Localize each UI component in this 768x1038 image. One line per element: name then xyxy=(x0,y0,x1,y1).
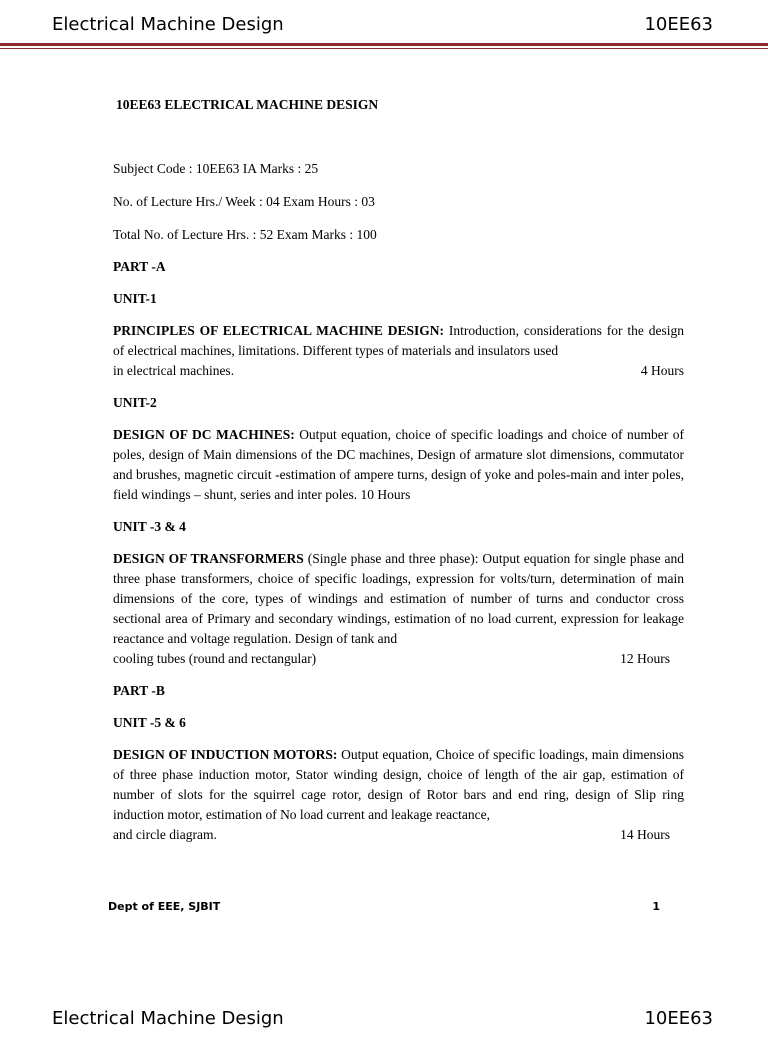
footer-page-number: 1 xyxy=(652,900,660,913)
unit-3-4-hours: 12 Hours xyxy=(620,651,670,666)
unit-3-4-body: (Single phase and three phase): Output equation for single phase and three phase transformers, choice of specific loadings, expression for volts/turn, determination of main dimensions of the core, types of windings and estimation of number of turns and conductor cross sectional area of Primary and secondary windings, estimation of no load current, expression for leakage reactance and voltage regulation. Design of tank and xyxy=(113,551,684,646)
unit-2-lead: DESIGN OF DC MACHINES: xyxy=(113,427,295,442)
next-header-code: 10EE63 xyxy=(644,1008,713,1029)
header-rule-thin xyxy=(0,48,768,49)
next-header-title: Electrical Machine Design xyxy=(52,1008,284,1029)
header-title: Electrical Machine Design xyxy=(52,14,284,35)
unit-1-heading: UNIT-1 xyxy=(113,291,157,306)
unit-5-6-body: Output equation, Choice of specific loadings, main dimensions of three phase induction motor, Stator winding design, choice of length of the air gap, estimation of number of slots for the squirrel cage rotor, design of Rotor bars and end ring, design of Slip ring induction motor, estimation of No load current and leakage reactance, xyxy=(113,747,684,822)
unit-5-6-hours: 14 Hours xyxy=(620,827,670,842)
unit-3-4-paragraph xyxy=(113,549,684,669)
total-hours-line: Total No. of Lecture Hrs. : 52 Exam Marks : 100 xyxy=(113,227,377,242)
unit-5-6-last-line xyxy=(113,825,684,845)
part-b-heading: PART -B xyxy=(113,683,165,698)
unit-5-6-heading: UNIT -5 & 6 xyxy=(113,715,186,730)
running-header xyxy=(0,0,768,50)
unit-1-last-line xyxy=(113,361,684,381)
unit-2-paragraph xyxy=(113,425,684,505)
unit-2-heading: UNIT-2 xyxy=(113,395,157,410)
unit-3-4-lead: DESIGN OF TRANSFORMERS xyxy=(113,551,304,566)
unit-1-paragraph xyxy=(113,321,684,381)
unit-1-lead: PRINCIPLES OF ELECTRICAL MACHINE DESIGN: xyxy=(113,323,445,338)
unit-5-6-lead: DESIGN OF INDUCTION MOTORS: xyxy=(113,747,338,762)
lecture-hours-line: No. of Lecture Hrs./ Week : 04 Exam Hours : 03 xyxy=(113,194,375,209)
page-content xyxy=(113,95,684,845)
unit-2-body: Output equation, choice of specific loadings and choice of number of poles, design of Main dimensions of the DC machines, Design of armature slot dimensions, commutator and brushes, magnetic circuit -estimation of ampere turns, design of yoke and poles-main and inter poles, field windings – shunt, series and inter poles. 10 Hours xyxy=(113,427,684,502)
header-code: 10EE63 xyxy=(644,14,713,35)
subject-code-line: Subject Code : 10EE63 IA Marks : 25 xyxy=(113,161,319,176)
unit-3-4-last-line xyxy=(113,649,684,669)
document-title: 10EE63 ELECTRICAL MACHINE DESIGN xyxy=(116,97,379,112)
unit-3-4-heading: UNIT -3 & 4 xyxy=(113,519,186,534)
unit-3-4-last-text: cooling tubes (round and rectangular) xyxy=(113,651,317,666)
footer-department: Dept of EEE, SJBIT xyxy=(108,900,221,913)
unit-1-hours: 4 Hours xyxy=(640,363,684,378)
next-page-header xyxy=(0,1008,768,1038)
unit-1-last-text: in electrical machines. xyxy=(113,363,235,378)
part-a-heading: PART -A xyxy=(113,259,166,274)
unit-1-body: Introduction, considerations for the design of electrical machines, limitations. Different types of materials and insulators used xyxy=(113,323,684,358)
page-footer xyxy=(108,900,660,913)
unit-5-6-last-text: and circle diagram. xyxy=(113,827,217,842)
header-rule-thick xyxy=(0,43,768,46)
unit-5-6-paragraph xyxy=(113,745,684,845)
